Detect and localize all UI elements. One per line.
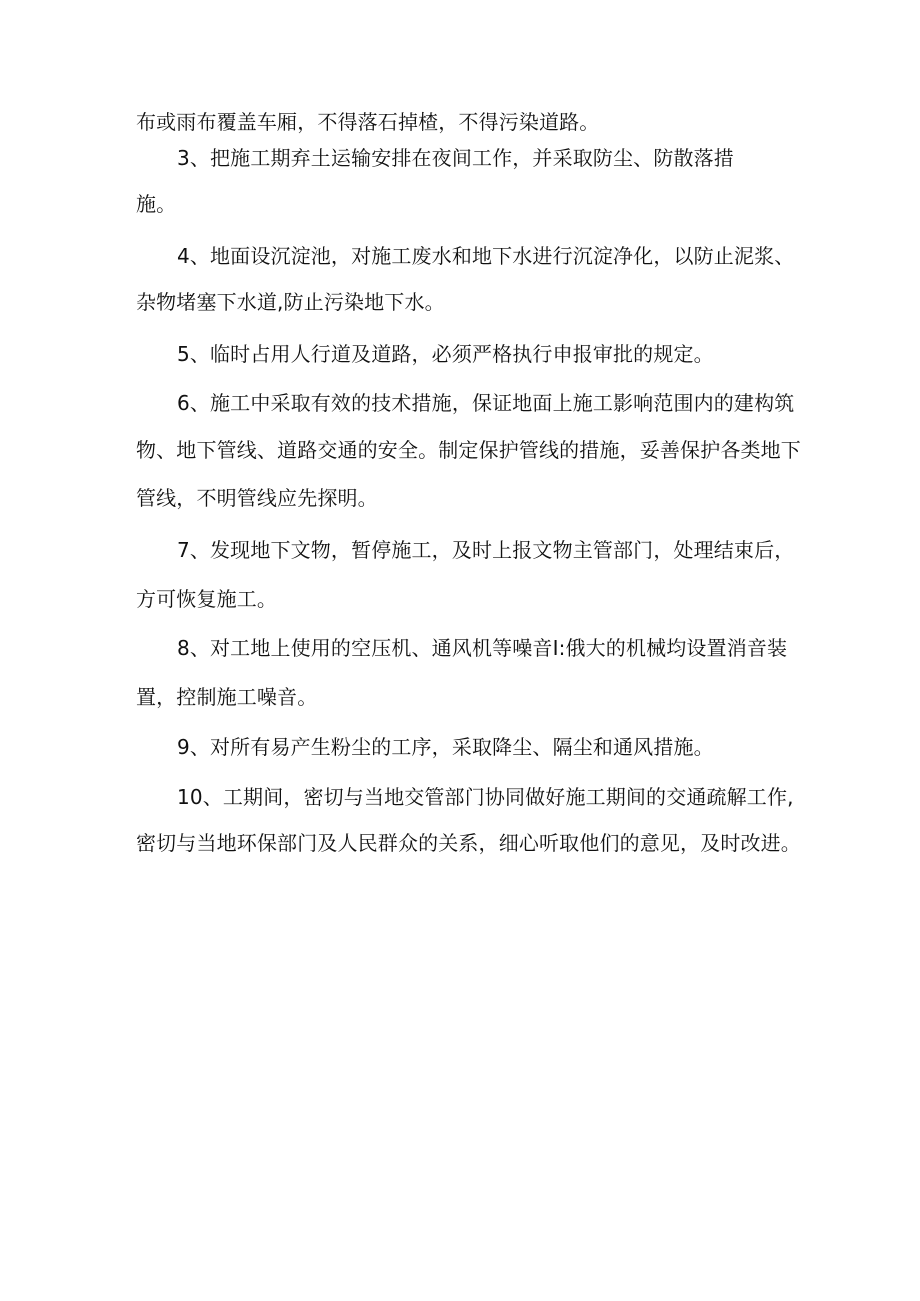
text-line: 4、地面设沉淀池，对施工废水和地下水进行沉淀净化，以防止泥浆、 xyxy=(177,244,795,268)
text-line: 8、对工地上使用的空压机、通风机等噪音I:俄大的机械均设置消音装 xyxy=(177,636,788,660)
text-line: 10、工期间，密切与当地交管部门协同做好施工期间的交通疏解工作, xyxy=(177,785,794,809)
text-line: 6、施工中采取有效的技术措施，保证地面上施工影响范围内的建构筑 xyxy=(177,391,795,415)
text-line: 布或雨布覆盖车厢，不得落石掉楂，不得污染道路。 xyxy=(136,110,600,134)
text-line: 置，控制施工噪音。 xyxy=(136,685,318,709)
text-line: 5、临时占用人行道及道路，必须严格执行申报审批的规定。 xyxy=(177,342,714,366)
text-line: 杂物堵塞下水道,防止污染地下水。 xyxy=(136,290,445,314)
text-line: 3、把施工期弃土运输安排在夜间工作，并采取防尘、防散落措 xyxy=(177,146,734,170)
text-line: 7、发现地下文物，暂停施工，及时上报文物主管部门，处理结束后， xyxy=(177,538,795,562)
text-line: 密切与当地环保部门及人民群众的关系，细心听取他们的意见，及时改进。 xyxy=(136,831,801,855)
text-line: 9、对所有易产生粉尘的工序，采取降尘、隔尘和通风措施。 xyxy=(177,735,714,759)
text-line: 物、地下管线、道路交通的安全。制定保护管线的措施，妥善保护各类地下 xyxy=(136,438,801,462)
text-line: 施。 xyxy=(136,192,177,216)
text-line: 管线，不明管线应先探明。 xyxy=(136,486,378,510)
text-line: 方可恢复施工。 xyxy=(136,587,278,611)
